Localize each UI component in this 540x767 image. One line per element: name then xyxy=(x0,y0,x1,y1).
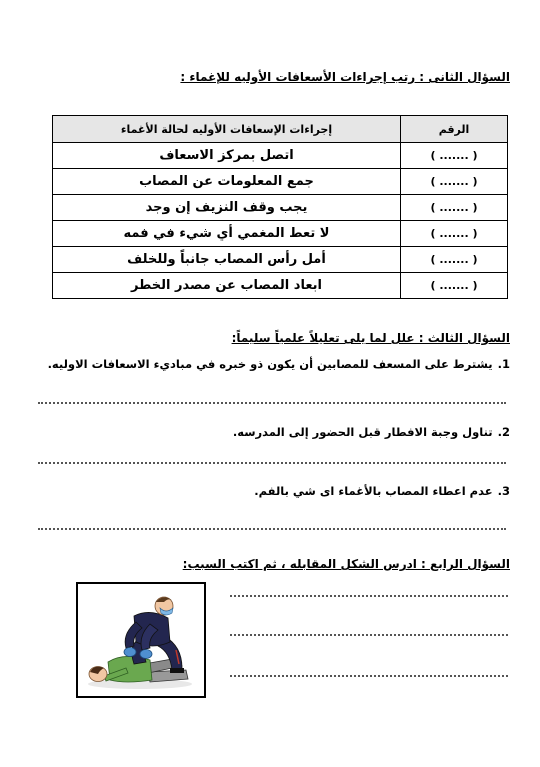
first-aid-illustration xyxy=(76,582,206,698)
order-blank[interactable]: ( ....... ) xyxy=(401,221,508,247)
list-item xyxy=(233,425,510,439)
order-blank[interactable]: ( ....... ) xyxy=(401,273,508,299)
order-blank[interactable]: ( ....... ) xyxy=(401,247,508,273)
question-3-title: السؤال الثالث : علل لما يلى تعليلاً علمياً سليماً: xyxy=(231,331,510,345)
table-row xyxy=(53,143,508,169)
steps-column-header: إجراءات الإسعافات الأوليه لحالة الأغماء xyxy=(53,116,401,143)
answer-line[interactable] xyxy=(230,595,508,597)
answer-line[interactable] xyxy=(38,402,506,404)
table-row xyxy=(53,221,508,247)
list-item xyxy=(254,484,510,498)
step-text: لا تعط المغمي أي شيء في فمه xyxy=(53,221,401,247)
number-column-header: الرقم xyxy=(401,116,508,143)
recovery-position-image xyxy=(78,584,204,696)
answer-line[interactable] xyxy=(230,675,508,677)
table-row xyxy=(53,273,508,299)
order-blank[interactable]: ( ....... ) xyxy=(401,169,508,195)
item-text: تناول وجبة الافطار قبل الحضور إلى المدرسه. xyxy=(232,425,493,439)
table-row xyxy=(53,247,508,273)
table-row xyxy=(53,169,508,195)
item-text: عدم اعطاء المصاب بالأغماء اى شي بالفم. xyxy=(254,484,493,498)
item-number: 1. xyxy=(497,357,510,371)
item-text: يشترط على المسعف للمصابين أن يكون ذو خبره في مباديء الاسعافات الاوليه. xyxy=(47,357,493,371)
table-header-row xyxy=(53,116,508,143)
step-text: يجب وقف النزيف إن وجد xyxy=(53,195,401,221)
order-blank[interactable]: ( ....... ) xyxy=(401,143,508,169)
question-4-title: السؤال الرابع : ادرس الشكل المقابله ، ثم اكتب السبب: xyxy=(182,557,510,571)
step-text: ابعاد المصاب عن مصدر الخطر xyxy=(53,273,401,299)
item-number: 2. xyxy=(497,425,510,439)
first-aid-steps-table xyxy=(52,115,508,299)
step-text: جمع المعلومات عن المصاب xyxy=(53,169,401,195)
table-row xyxy=(53,195,508,221)
order-blank[interactable]: ( ....... ) xyxy=(401,195,508,221)
step-text: اتصل بمركز الاسعاف xyxy=(53,143,401,169)
answer-line[interactable] xyxy=(38,528,506,530)
list-item xyxy=(48,357,510,371)
answer-line[interactable] xyxy=(230,634,508,636)
answer-line[interactable] xyxy=(38,462,506,464)
step-text: أمل رأس المصاب جانباً وللخلف xyxy=(53,247,401,273)
question-2-title: السؤال الثانى : رتب إجراءات الأسعافات الأوليه للإغماء : xyxy=(180,70,510,84)
item-number: 3. xyxy=(497,484,510,498)
